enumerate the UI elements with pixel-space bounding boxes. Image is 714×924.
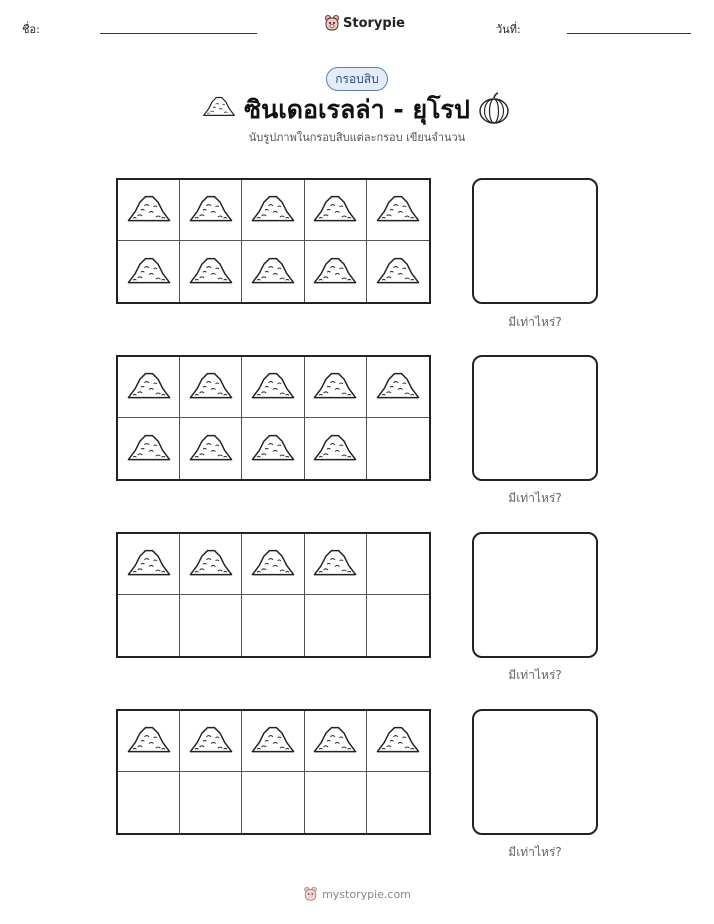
cheese-pile-icon — [312, 546, 358, 582]
cheese-pile-icon — [250, 723, 296, 759]
frame-cell — [242, 241, 304, 302]
frame-cell — [367, 595, 429, 656]
cheese-pile-icon — [188, 431, 234, 467]
brand-name: Storypie — [343, 15, 405, 31]
cheese-pile-icon — [188, 723, 234, 759]
frame-cell — [305, 772, 367, 833]
cheese-pile-icon — [250, 369, 296, 405]
cheese-pile-icon — [250, 254, 296, 290]
date-line[interactable] — [567, 33, 691, 34]
frame-cell — [180, 595, 242, 656]
answer-box-4[interactable] — [472, 709, 598, 835]
topic-tag: กรอบสิบ — [326, 67, 388, 91]
ten-frame-4 — [116, 709, 431, 835]
frame-cell — [180, 711, 242, 772]
cheese-pile-icon — [375, 254, 421, 290]
cheese-pile-icon — [126, 369, 172, 405]
cheese-pile-icon — [188, 254, 234, 290]
frame-cell — [367, 418, 429, 479]
frame-cell — [242, 180, 304, 241]
cheese-pile-icon — [126, 723, 172, 759]
frame-cell — [180, 180, 242, 241]
frame-cell — [180, 357, 242, 418]
answer-box-2[interactable] — [472, 355, 598, 481]
frame-cell — [242, 711, 304, 772]
cheese-pile-icon — [188, 546, 234, 582]
frame-cell — [367, 711, 429, 772]
cheese-pile-icon — [126, 546, 172, 582]
answer-box-1[interactable] — [472, 178, 598, 304]
frame-cell — [367, 772, 429, 833]
footer-site: mystorypie.com — [322, 887, 411, 901]
frame-cell — [305, 595, 367, 656]
frame-cell — [180, 241, 242, 302]
frame-cell — [305, 534, 367, 595]
page-title: ซินเดอเรลล่า - ยุโรป — [244, 95, 470, 124]
footer — [0, 886, 714, 902]
frame-cell — [118, 534, 180, 595]
frame-cell — [118, 711, 180, 772]
cheese-pile-icon — [250, 192, 296, 228]
frame-cell — [118, 595, 180, 656]
frame-cell — [180, 534, 242, 595]
ten-frame-2 — [116, 355, 431, 481]
cheese-pile-icon — [375, 192, 421, 228]
question-label-4: มีเท่าไหร่? — [508, 845, 562, 859]
frame-cell — [242, 357, 304, 418]
frame-cell — [242, 595, 304, 656]
frame-cell — [242, 772, 304, 833]
bear-icon — [324, 14, 340, 32]
ten-frame-3 — [116, 532, 431, 658]
frame-cell — [242, 534, 304, 595]
brand-logo — [324, 14, 405, 32]
frame-cell — [180, 772, 242, 833]
frame-cell — [305, 357, 367, 418]
cheese-pile-icon — [250, 546, 296, 582]
title-row — [0, 90, 714, 130]
name-label: ชื่อ: — [22, 23, 40, 36]
frame-cell — [367, 241, 429, 302]
frame-cell — [180, 418, 242, 479]
bear-icon — [303, 886, 318, 902]
cheese-pile-icon — [126, 192, 172, 228]
cheese-pile-icon — [312, 254, 358, 290]
frame-cell — [367, 357, 429, 418]
frame-cell — [305, 418, 367, 479]
cheese-pile-icon — [188, 369, 234, 405]
question-label-2: มีเท่าไหร่? — [508, 491, 562, 505]
cheese-pile-icon — [250, 431, 296, 467]
name-line[interactable] — [100, 33, 257, 34]
frame-cell — [118, 241, 180, 302]
frame-cell — [367, 534, 429, 595]
frame-cell — [305, 711, 367, 772]
frame-cell — [305, 180, 367, 241]
cheese-pile-icon — [375, 369, 421, 405]
cheese-pile-icon — [126, 431, 172, 467]
cheese-pile-icon — [312, 369, 358, 405]
cheese-pile-icon — [312, 192, 358, 228]
cheese-pile-icon — [375, 723, 421, 759]
cheese-pile-icon — [126, 254, 172, 290]
cheese-pile-icon — [312, 431, 358, 467]
frame-cell — [305, 241, 367, 302]
frame-cell — [118, 772, 180, 833]
question-label-1: มีเท่าไหร่? — [508, 315, 562, 329]
instructions: นับรูปภาพในกรอบสิบแต่ละกรอบ เขียนจำนวน — [248, 131, 466, 144]
frame-cell — [118, 357, 180, 418]
frame-cell — [118, 418, 180, 479]
cheese-pile-icon — [188, 192, 234, 228]
cheese-pile-icon — [312, 723, 358, 759]
ten-frame-1 — [116, 178, 431, 304]
question-label-3: มีเท่าไหร่? — [508, 668, 562, 682]
frame-cell — [367, 180, 429, 241]
date-label: วันที่: — [496, 23, 521, 36]
answer-box-3[interactable] — [472, 532, 598, 658]
pumpkin-icon — [478, 91, 510, 129]
frame-cell — [118, 180, 180, 241]
frame-cell — [242, 418, 304, 479]
